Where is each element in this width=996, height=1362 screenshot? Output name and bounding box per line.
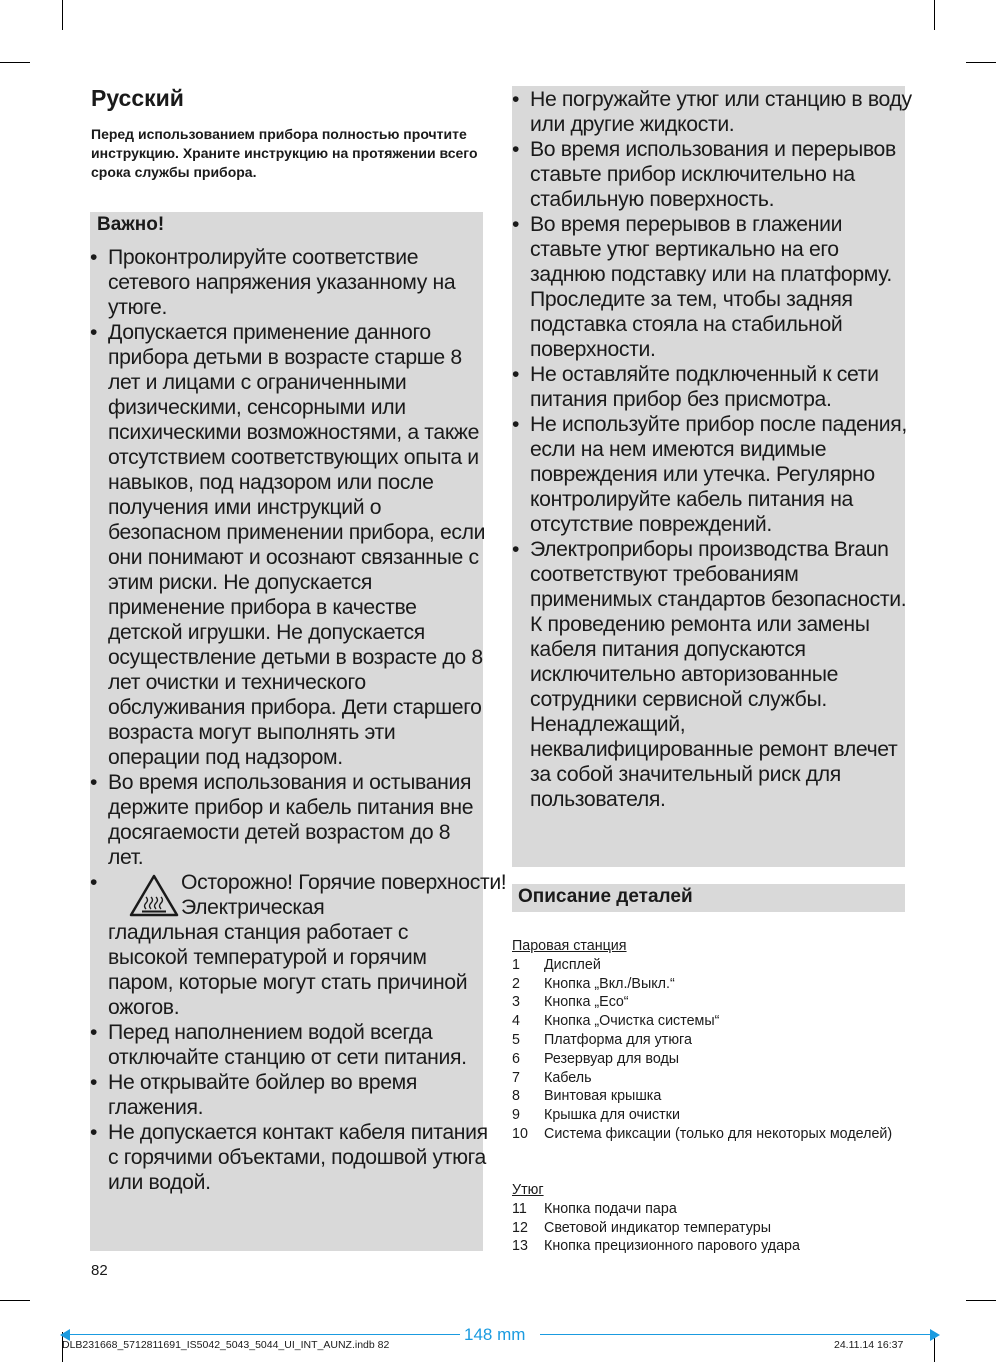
part-number: 2	[512, 975, 520, 992]
warning-title: Осторожно! Горячие поверхности! Электрическая	[181, 871, 507, 919]
part-number: 13	[512, 1238, 528, 1255]
crop-mark	[0, 1300, 30, 1301]
part-label: Платформа для утюга	[544, 1031, 692, 1048]
part-item	[512, 1237, 912, 1256]
measure-line	[70, 1334, 460, 1335]
safety-list-left	[90, 245, 507, 1195]
intro-text: Перед использованием прибора полностью прочтите инструкцию. Храните инструкцию на протяжении всего срока службы прибора.	[91, 126, 478, 180]
part-number: 6	[512, 1050, 520, 1067]
parts-group-title: Паровая станция	[512, 938, 627, 954]
part-label: Крышка для очистки	[544, 1107, 680, 1124]
part-number: 9	[512, 1107, 520, 1124]
safety-item	[90, 245, 490, 320]
part-item	[512, 993, 912, 1012]
part-item	[512, 1106, 912, 1125]
safety-item	[512, 212, 912, 362]
safety-item-warning	[90, 870, 507, 1020]
safety-item-text: Не используйте прибор после падения, если на нем имеются видимые повреждения или утечка. Регулярно контролируйте кабель питания на отсутствие повреждений.	[530, 413, 907, 536]
arrow-right-icon	[930, 1329, 940, 1341]
part-label: Кнопка подачи пара	[544, 1200, 677, 1217]
part-number: 7	[512, 1069, 520, 1086]
part-item	[512, 956, 912, 975]
part-number: 4	[512, 1013, 520, 1030]
bullet: •	[512, 138, 520, 161]
warning-header	[108, 870, 507, 920]
hot-surface-warning-icon	[129, 874, 179, 917]
safety-item-text: Во время использования и остывания держите прибор и кабель питания вне досягаемости детей возрастом до 8 лет.	[108, 771, 474, 869]
crop-mark	[934, 0, 935, 30]
crop-mark	[966, 62, 996, 63]
part-number: 12	[512, 1219, 528, 1236]
safety-item	[90, 320, 490, 770]
part-item	[512, 1069, 912, 1088]
safety-item	[512, 412, 912, 537]
bullet: •	[512, 88, 520, 111]
part-label: Кнопка прецизионного парового удара	[544, 1238, 800, 1255]
safety-item-text: Перед наполнением водой всегда отключайте станцию от сети питания.	[108, 1021, 467, 1069]
bullet: •	[90, 1121, 98, 1144]
part-item	[512, 1031, 912, 1050]
safety-item-text: Не погружайте утюг или станцию в воду или другие жидкости.	[530, 88, 912, 136]
crop-mark	[0, 62, 30, 63]
safety-item-text: Не открывайте бойлер во время глажения.	[108, 1071, 418, 1119]
safety-item	[512, 362, 912, 412]
parts-heading: Описание деталей	[518, 886, 693, 907]
part-label: Кнопка „Вкл./Выкл.“	[544, 975, 675, 992]
safety-list-right	[512, 87, 912, 812]
part-item	[512, 1219, 912, 1238]
part-number: 1	[512, 956, 520, 973]
page-width-label: 148 mm	[464, 1325, 526, 1344]
safety-item-text: Проконтролируйте соответствие сетевого напряжения указанному на утюге.	[108, 246, 456, 319]
language-title: Русский	[91, 85, 184, 111]
bullet: •	[90, 246, 98, 269]
steam-station-parts	[512, 937, 912, 1144]
part-number: 5	[512, 1031, 520, 1048]
bullet: •	[512, 413, 520, 436]
part-label: Световой индикатор температуры	[544, 1219, 771, 1236]
parts-group-title: Утюг	[512, 1182, 544, 1198]
part-label: Кнопка „Очистка системы“	[544, 1013, 720, 1030]
part-item	[512, 1200, 912, 1219]
safety-item-text: Во время использования и перерывов ставьте прибор исключительно на стабильную поверхность.	[530, 138, 896, 211]
part-number: 10	[512, 1125, 528, 1142]
part-label: Винтовая крышка	[544, 1088, 662, 1105]
part-label: Резервуар для воды	[544, 1050, 680, 1067]
safety-item-text: Во время перерывов в глажении ставьте утюг вертикально на его заднюю подставку или на платформу. Проследите за тем, чтобы задняя подставка стояла на стабильной поверхности.	[530, 213, 892, 361]
footer-file-info: DLB231668_5712811691_IS5042_5043_5044_UI_INT_AUNZ.indb 82	[62, 1339, 390, 1351]
part-label: Дисплей	[544, 956, 601, 973]
safety-item	[512, 87, 912, 137]
safety-item	[512, 137, 912, 212]
part-label: Кабель	[544, 1069, 592, 1086]
footer-date-info: 24.11.14 16:37	[834, 1339, 904, 1351]
important-heading: Важно!	[97, 214, 165, 235]
bullet: •	[512, 213, 520, 236]
page-number: 82	[91, 1262, 108, 1279]
part-item	[512, 1087, 912, 1106]
iron-parts	[512, 1181, 912, 1256]
part-label: Кнопка „Eco“	[544, 994, 629, 1011]
bullet: •	[90, 1021, 98, 1044]
part-label: Система фиксации (только для некоторых моделей)	[544, 1125, 893, 1142]
part-number: 3	[512, 994, 520, 1011]
safety-item	[90, 770, 490, 870]
crop-mark	[62, 0, 63, 30]
part-item	[512, 1125, 912, 1144]
bullet: •	[90, 871, 98, 894]
safety-item	[512, 537, 912, 812]
part-number: 11	[512, 1200, 527, 1217]
safety-item	[90, 1020, 490, 1070]
safety-item-text: Не оставляйте подключенный к сети питания прибор без присмотра.	[530, 363, 879, 411]
part-item	[512, 975, 912, 994]
part-item	[512, 1050, 912, 1069]
warning-text: гладильная станция работает с высокой температурой и горячим паром, которые могут стать причиной ожогов.	[108, 921, 468, 1019]
crop-mark	[966, 1300, 996, 1301]
safety-item	[90, 1070, 490, 1120]
part-number: 8	[512, 1088, 520, 1105]
bullet: •	[90, 1071, 98, 1094]
bullet: •	[512, 363, 520, 386]
part-item	[512, 1012, 912, 1031]
safety-item-text: Электроприборы производства Braun соответствуют требованиям применимых стандартов безопасности. К проведению ремонта или замены кабеля питания допускаются исключительно авторизованные сотрудники сервисной службы. Ненадлежащий, неквалифицированные ремонт влечет за собой значительный риск для пользователя.	[530, 538, 907, 811]
bullet: •	[90, 321, 98, 344]
safety-item	[90, 1120, 490, 1195]
measure-line	[540, 1334, 930, 1335]
bullet: •	[512, 538, 520, 561]
bullet: •	[90, 771, 98, 794]
safety-item-text: Допускается применение данного прибора детьми в возрасте старше 8 лет и лицами с ограниченными физическими, сенсорными или психическими возможностями, а также отсутствием соответствующих опыта и навыков, под надзором или после получения ими инструкций о безопасном применении прибора, если они понимают и осознают связанные с этим риски. Не допускается применение прибора в качестве детской игрушки. Не допускается осуществление детьми в возрасте до 8 лет очистки и технического обслуживания прибора. Дети старшего возраста могут выполнять эти операции под надзором.	[108, 321, 486, 769]
safety-item-text: Не допускается контакт кабеля питания с горячими объектами, подошвой утюга или водой.	[108, 1121, 488, 1194]
